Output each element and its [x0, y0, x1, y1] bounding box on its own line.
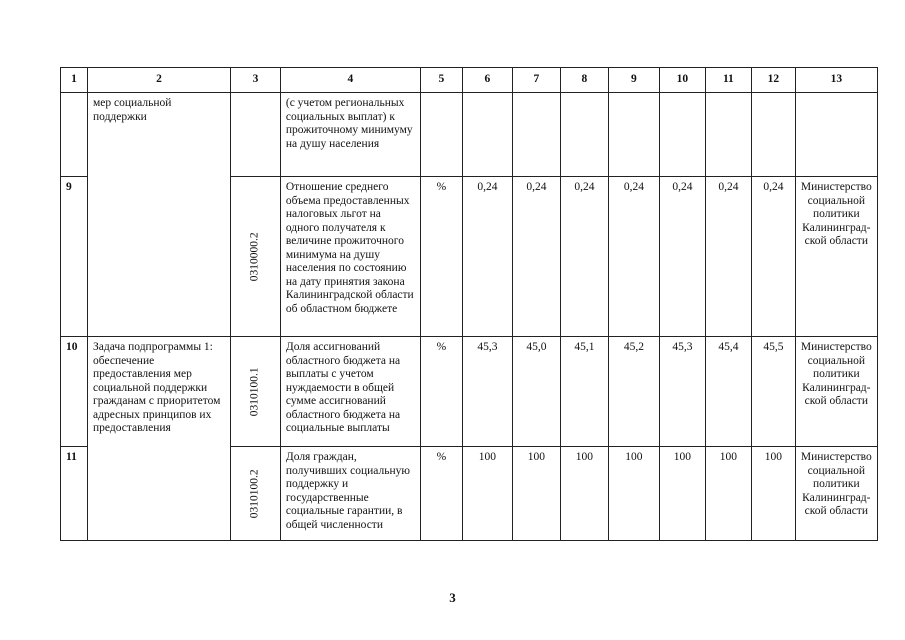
row-number: [61, 93, 88, 177]
indicator-text: Доля ассигнований областного бюджета на выплаты с учетом нуждаемости в общей сумме ассигнований областного бюджета на социальные выплаты: [280, 337, 420, 447]
header-row: [61, 68, 878, 93]
code-cell: [231, 447, 281, 541]
executor-cell: Министерство социальной политики Калининград-ской области: [795, 447, 877, 541]
row-number: 9: [61, 177, 88, 337]
value-cell: 0,24: [512, 177, 560, 337]
header-cell: 12: [751, 68, 795, 93]
value-cell: 45,3: [659, 337, 705, 447]
value-cell: 100: [705, 447, 751, 541]
value-cell: 45,5: [751, 337, 795, 447]
code-cell: [231, 177, 281, 337]
code-cell: [231, 337, 281, 447]
header-cell: 3: [231, 68, 281, 93]
value-cell: 100: [462, 447, 512, 541]
unit-cell: %: [420, 177, 462, 337]
table-row-continuation: [61, 93, 878, 177]
indicator-code: 0310000.2: [248, 232, 261, 281]
value-cell: 100: [512, 447, 560, 541]
header-cell: 2: [88, 68, 231, 93]
value-cell: 0,24: [462, 177, 512, 337]
value-cell: 45,2: [608, 337, 659, 447]
header-cell: 8: [560, 68, 608, 93]
value-cell: 100: [659, 447, 705, 541]
task-text: Задача подпрограммы 1: обеспечение предоставления мер социальной поддержки гражданам с приоритетом адресных принципов их предоставления: [88, 337, 231, 541]
value-cell: 100: [560, 447, 608, 541]
value-cell: 0,24: [705, 177, 751, 337]
unit-cell: %: [420, 447, 462, 541]
row-number: 11: [61, 447, 88, 541]
executor-cell: Министерство социальной политики Калининград-ской области: [795, 177, 877, 337]
header-cell: 4: [280, 68, 420, 93]
value-cell: 45,1: [560, 337, 608, 447]
value-cell: 45,4: [705, 337, 751, 447]
executor-cell: Министерство социальной политики Калининград-ской области: [795, 337, 877, 447]
table-row: [61, 337, 878, 447]
code-cell: [231, 93, 281, 177]
value-cell: 0,24: [659, 177, 705, 337]
indicator-text: Доля граждан, получивших социальную поддержку и государственные социальные гарантии, в общей численности: [280, 447, 420, 541]
header-cell: 13: [795, 68, 877, 93]
value-cell: 45,0: [512, 337, 560, 447]
value-cell: 0,24: [560, 177, 608, 337]
page-number: 3: [449, 590, 456, 605]
value-cell: 45,3: [462, 337, 512, 447]
indicator-code: 0310100.2: [248, 469, 261, 518]
row-number: 10: [61, 337, 88, 447]
value-cell: 0,24: [608, 177, 659, 337]
indicator-text: Отношение среднего объема предоставленных налоговых льгот на одного получателя к величине прожиточного минимума на душу населения по состоянию на дату принятия закона Калининградской области об областном бюджете: [280, 177, 420, 337]
header-cell: 7: [512, 68, 560, 93]
header-cell: 1: [61, 68, 88, 93]
indicators-table: [60, 67, 878, 541]
header-cell: 6: [462, 68, 512, 93]
indicator-continuation: (с учетом региональных социальных выплат) к прожиточному минимуму на душу населения: [280, 93, 420, 177]
task-continuation: мер социальной поддержки: [88, 93, 231, 337]
header-cell: 11: [705, 68, 751, 93]
header-cell: 10: [659, 68, 705, 93]
unit-cell: %: [420, 337, 462, 447]
header-cell: 5: [420, 68, 462, 93]
value-cell: 100: [751, 447, 795, 541]
header-cell: 9: [608, 68, 659, 93]
value-cell: 0,24: [751, 177, 795, 337]
indicator-code: 0310100.1: [248, 367, 261, 416]
value-cell: 100: [608, 447, 659, 541]
